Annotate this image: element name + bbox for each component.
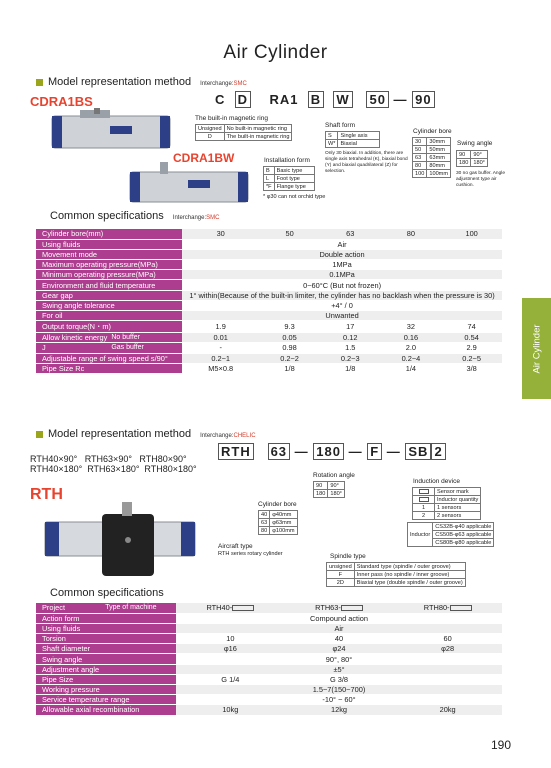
bore-title: Cylinder bore xyxy=(413,128,452,135)
spec-label: Swing angle tolerance xyxy=(36,300,182,310)
spec-value: 30 xyxy=(182,229,259,239)
spec-row xyxy=(36,249,502,259)
spec-label: Torsion xyxy=(36,634,176,644)
angle-title: Swing angle xyxy=(457,140,493,147)
rth-variants: RTH40×90° RTH63×90° RTH80×90° RTH40×180° RTH63×180° RTH80×180° xyxy=(30,454,197,474)
rth-cylinder-image xyxy=(40,500,230,590)
spec-value: RTH63- xyxy=(285,603,394,613)
spec-value: φ24 xyxy=(285,644,394,654)
spec-label: Project xyxy=(36,603,103,613)
spec2-heading: Common specifications xyxy=(50,587,164,599)
spec-label: Swing angle xyxy=(36,654,176,664)
spec-row xyxy=(36,644,502,654)
spec-value: 3/8 xyxy=(441,363,502,373)
rth-bore-table: 40 φ40mm 63 φ63mm 80 φ100mm xyxy=(258,510,298,535)
spec-label: Adjustable range of swing speed s/90° xyxy=(36,353,182,363)
shaft-table: S Single axis W* Biaxial xyxy=(325,131,380,148)
spec-value: 0.1MPa xyxy=(182,270,502,280)
spec-label: Output torque(N・m) xyxy=(36,321,182,333)
spec-label: Allow kinetic energy xyxy=(36,333,109,343)
rotary-cylinder-biaxial-image xyxy=(120,160,260,210)
bullet-square-icon xyxy=(36,79,43,86)
spec-value: 0.01 xyxy=(182,333,259,343)
spec-value: 9.3 xyxy=(259,321,320,333)
spec-row xyxy=(36,363,502,373)
spec-value: 1/8 xyxy=(320,363,381,373)
spec-value: 80 xyxy=(381,229,442,239)
spec-row xyxy=(36,353,502,363)
spec-value: 20kg xyxy=(393,705,502,715)
spec-value: 10 xyxy=(176,634,285,644)
spec-value: 32 xyxy=(381,321,442,333)
magnet-title: The built-in magnetic ring xyxy=(195,115,268,122)
spec-label: Adjustment angle xyxy=(36,664,176,674)
spec-value: 10kg xyxy=(176,705,285,715)
spec-value: 0.2~4 xyxy=(381,353,442,363)
model-code-sec1: C D RA1 B W 50 — 90 xyxy=(215,92,435,107)
spec-label: Gear gap xyxy=(36,290,182,300)
bore-table: 30 30mm 50 50mm 63 63mm 80 80mm 100 100mm xyxy=(412,137,451,178)
spec-label: Minimum operating pressure(MPa) xyxy=(36,270,182,280)
spec-value: 0~60°C (But not frozen) xyxy=(182,280,502,290)
spec-value: 100 xyxy=(441,229,502,239)
spec-row xyxy=(36,270,502,280)
spec-row xyxy=(36,664,502,674)
inductor-qty-box xyxy=(419,497,429,502)
spec-value: 0.54 xyxy=(441,333,502,343)
spec-value: Air xyxy=(182,239,502,249)
spec-label: J xyxy=(36,343,109,353)
spec-value: 0.12 xyxy=(320,333,381,343)
spec-label: For oil xyxy=(36,311,182,321)
spec-row xyxy=(36,321,502,333)
aircraft-title: Aircraft type xyxy=(218,543,253,550)
model-slot-box xyxy=(450,605,472,611)
aircraft-desc: RTH series rotary cylinder xyxy=(218,551,283,557)
spec-label: Using fluids xyxy=(36,239,182,249)
spec-row xyxy=(36,613,502,623)
section2-heading: Model representation method Interchange:CHELIC xyxy=(36,428,256,440)
spec-value: 40 xyxy=(285,634,394,644)
spec-value: G 1/4 xyxy=(176,674,285,684)
spec-value: 1° within(Because of the built-in limiter, the cylinder has no backlash when the pressure is 30) xyxy=(182,290,502,300)
install-note: * φ30 can not orchid type xyxy=(263,194,326,200)
side-tab: Air Cylinder xyxy=(522,298,551,399)
rotary-cylinder-image xyxy=(40,108,180,158)
spec-value: 63 xyxy=(320,229,381,239)
spec-label: Maximum operating pressure(MPa) xyxy=(36,260,182,270)
spec-row xyxy=(36,260,502,270)
inductor-table: Inductor CS32B-φ40 applicable CS50B-φ63 applicable CS80B-φ80 applicable xyxy=(407,522,494,547)
spindle-title: Spindle type xyxy=(330,553,366,560)
spec-label: Movement mode xyxy=(36,249,182,259)
spec-value: 2.0 xyxy=(381,343,442,353)
spec-value: 74 xyxy=(441,321,502,333)
spec-row xyxy=(36,695,502,705)
model-cdra1bs: CDRA1BS xyxy=(30,94,93,109)
spec-row xyxy=(36,239,502,249)
spec1-heading: Common specifications Interchange:SMC xyxy=(50,210,220,222)
spindle-table: unsigned Standard type (spindle / outer groove) F Inner pass (no spindle / inner groove) 2D Biaxial type (double spindle / outer groove) xyxy=(326,562,466,587)
section1-heading: Model representation method Interchange:SMC xyxy=(36,76,247,88)
spec-value: 0.2~3 xyxy=(320,353,381,363)
model-rth: RTH xyxy=(30,486,63,503)
spec-label: Cylinder bore(mm) xyxy=(36,229,182,239)
spec-value: 17 xyxy=(320,321,381,333)
spec-label: Environment and fluid temperature xyxy=(36,280,182,290)
model-cdra1bw: CDRA1BW xyxy=(173,151,235,165)
spec-value: 1MPa xyxy=(182,260,502,270)
spec-value: 1.5 xyxy=(320,343,381,353)
spec-label: Using fluids xyxy=(36,623,176,633)
model-code-sec2: RTH 63 — 180 — F — SB 2 xyxy=(218,444,446,459)
page-title: Air Cylinder xyxy=(223,42,328,63)
model-slot-box xyxy=(341,605,363,611)
spec-value: RTH40- xyxy=(176,603,285,613)
spec-value: 1.9 xyxy=(182,321,259,333)
sensor-mark-box xyxy=(419,489,429,494)
spec-value: 50 xyxy=(259,229,320,239)
spec-row xyxy=(36,280,502,290)
spec-value: φ28 xyxy=(393,644,502,654)
model-slot-box xyxy=(232,605,254,611)
spec-row xyxy=(36,300,502,310)
spec2-table xyxy=(36,603,502,716)
spec-value: - xyxy=(182,343,259,353)
spec-value: 2.9 xyxy=(441,343,502,353)
install-title: Installation form xyxy=(264,157,310,164)
spec-value: 0.98 xyxy=(259,343,320,353)
induction-title: Induction device xyxy=(413,478,460,485)
spec-row xyxy=(36,343,502,353)
spec-value: Double action xyxy=(182,249,502,259)
spec-row xyxy=(36,603,502,613)
spec-value: RTH80- xyxy=(393,603,502,613)
spec-label: Service temperature range xyxy=(36,695,176,705)
induction-table: Sensor mark Inductor quantity 1 1 sensors 2 2 sensors xyxy=(412,487,481,520)
shaft-note: Only 30 biaxial. In addition, there are single axis tetrahedral (K), biaxial bond (Y) and biaxial quadrilateral (Z) for selection. xyxy=(325,151,408,174)
spec-row xyxy=(36,674,502,684)
spec-label: Allowable axial recombination xyxy=(36,705,176,715)
spec-row xyxy=(36,623,502,633)
spec-value: G 3/8 xyxy=(285,674,394,684)
spec-value: Compound action xyxy=(176,613,502,623)
spec-value: 12kg xyxy=(285,705,394,715)
spec1-table xyxy=(36,229,502,374)
spec-value: 0.2~1 xyxy=(182,353,259,363)
spec-value xyxy=(393,674,502,684)
spec-value: φ16 xyxy=(176,644,285,654)
spec-value: Unwanted xyxy=(182,311,502,321)
spec-label: Pipe Size Rc xyxy=(36,363,182,373)
spec-value: 90°, 80° xyxy=(176,654,502,664)
spec-row xyxy=(36,229,502,239)
spec-value: 0.16 xyxy=(381,333,442,343)
spec-sublabel: Gas buffer xyxy=(109,343,182,353)
spec-value: 1/4 xyxy=(381,363,442,373)
spec-sublabel: Type of machine xyxy=(103,603,176,613)
rot-table: 90 90° 180 180° xyxy=(313,481,345,498)
page-number: 190 xyxy=(490,738,511,752)
spec-row xyxy=(36,290,502,300)
spec-label: Pipe Size xyxy=(36,674,176,684)
spec-row xyxy=(36,654,502,664)
spec-value: M5×0.8 xyxy=(182,363,259,373)
spec-value: 0.2~5 xyxy=(441,353,502,363)
rth-bore-title: Cylinder bore xyxy=(258,501,297,508)
spec-label: Action form xyxy=(36,613,176,623)
spec-value: 1/8 xyxy=(259,363,320,373)
spec-row xyxy=(36,634,502,644)
shaft-title: Shaft form xyxy=(325,122,355,129)
spec-row xyxy=(36,705,502,715)
spec-row xyxy=(36,333,502,343)
bullet-square-icon xyxy=(36,431,43,438)
angle-table: 90 90° 180 180° xyxy=(456,150,488,167)
angle-note: 30 no gas buffer. Angle adjustment type air cushion. xyxy=(456,171,505,188)
spec-row xyxy=(36,311,502,321)
spec-row xyxy=(36,685,502,695)
rot-title: Rotation angle xyxy=(313,472,355,479)
spec-value: +4° / 0 xyxy=(182,300,502,310)
spec-value: 0.05 xyxy=(259,333,320,343)
spec-value: 60 xyxy=(393,634,502,644)
magnet-table: Unsigned No built-in magnetic ring D The built-in magnetic ring xyxy=(195,124,292,141)
spec-value: Air xyxy=(176,623,502,633)
spec-value: 0.2~2 xyxy=(259,353,320,363)
spec-value: -10° ~ 60° xyxy=(176,695,502,705)
spec-value: 1.5~7(150~700) xyxy=(176,685,502,695)
spec-value: ±5° xyxy=(176,664,502,674)
spec-label: Working pressure xyxy=(36,685,176,695)
install-table: B Basic type L Foot type *F Flange type xyxy=(263,166,315,191)
spec-sublabel: No buffer xyxy=(109,333,182,343)
spec-label: Shaft diameter xyxy=(36,644,176,654)
